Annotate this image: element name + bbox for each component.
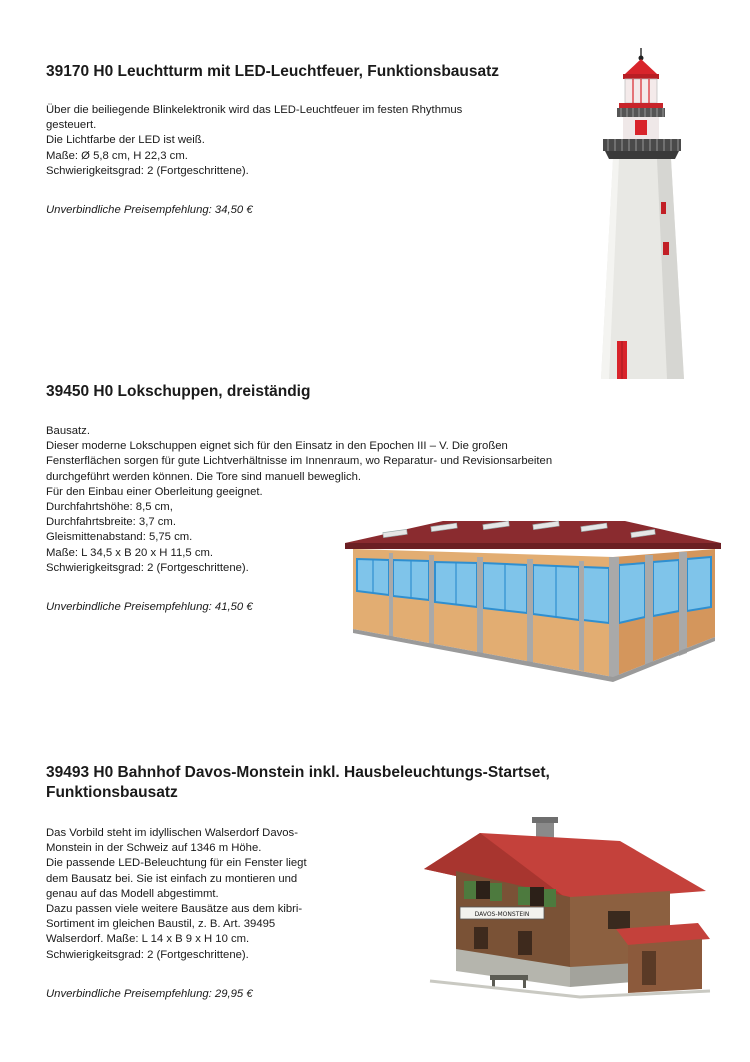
price-recommendation: Unverbindliche Preisempfehlung: 34,50 €: [46, 204, 253, 216]
description-line: Bausatz.: [46, 425, 90, 437]
description-line: gesteuert.: [46, 119, 97, 132]
price-recommendation: Unverbindliche Preisempfehlung: 29,95 €: [46, 988, 253, 1000]
title-line: Funktionsbausatz: [46, 784, 178, 801]
description-line: Dazu passen viele weitere Bausätze aus dem kibri-: [46, 903, 303, 916]
description-line: Monstein in der Schweiz auf 1346 m Höhe.: [46, 842, 262, 855]
title-line: 39493 H0 Bahnhof Davos-Monstein inkl. Hausbeleuchtungs-Startset,: [46, 764, 550, 781]
description-line: Durchfahrtshöhe: 8,5 cm,: [46, 501, 173, 514]
description-line: Maße: L 34,5 x B 20 x H 11,5 cm.: [46, 546, 214, 559]
description-line: Schwierigkeitsgrad: 2 (Fortgeschrittene).: [46, 164, 249, 177]
price-recommendation: Unverbindliche Preisempfehlung: 41,50 €: [46, 601, 253, 613]
product-description: [46, 826, 307, 963]
product-description: [46, 103, 462, 179]
description-line: Sortiment im gleichen Baustil, z. B. Art. 39495: [46, 918, 276, 931]
description-line: genau auf das Modell abgestimmt.: [46, 887, 219, 900]
description-line: Über die beiliegende Blinkelektronik wird das LED-Leuchtfeuer im festen Rhythmus: [46, 104, 463, 116]
description-line: Schwierigkeitsgrad: 2 (Fortgeschrittene).: [46, 561, 249, 574]
description-line: Durchfahrtsbreite: 3,7 cm.: [46, 516, 176, 529]
description-line: dem Bausatz bei. Sie ist einfach zu montieren und: [46, 872, 298, 885]
product-title: [46, 763, 550, 803]
product-title: 39450 H0 Lokschuppen, dreiständig: [46, 383, 311, 400]
description-line: Gleismittenabstand: 5,75 cm.: [46, 531, 193, 544]
description-line: Dieser moderne Lokschuppen eignet sich für den Einsatz in den Epochen III – V. Die großen: [46, 440, 508, 453]
description-line: Fensterflächen sorgen für gute Lichtverhältnisse im Innenraum, wo Reparatur- und Revisionsarbeiten: [46, 455, 553, 468]
engine-shed-model-image: [343, 517, 723, 683]
description-line: Die Lichtfarbe der LED ist weiß.: [46, 134, 205, 147]
description-line: Schwierigkeitsgrad: 2 (Fortgeschrittene).: [46, 948, 249, 961]
description-line: Walserdorf. Maße: L 14 x B 9 x H 10 cm.: [46, 933, 250, 946]
product-title: 39170 H0 Leuchtturm mit LED-Leuchtfeuer, Funktionsbausatz: [46, 63, 500, 80]
description-line: Maße: Ø 5,8 cm, H 22,3 cm.: [46, 149, 188, 162]
station-model-image: [420, 811, 720, 1001]
lighthouse-model-image: [595, 46, 695, 386]
station-sign-text: DAVOS-MONSTEIN: [474, 911, 530, 918]
description-line: Für den Einbau einer Oberleitung geeignet.: [46, 485, 263, 498]
description-line: Die passende LED-Beleuchtung für ein Fenster liegt: [46, 857, 307, 870]
description-line: Das Vorbild steht im idyllischen Walserdorf Davos-: [46, 827, 298, 839]
description-line: durchgeführt werden können. Die Tore sind manuell beweglich.: [46, 470, 362, 483]
